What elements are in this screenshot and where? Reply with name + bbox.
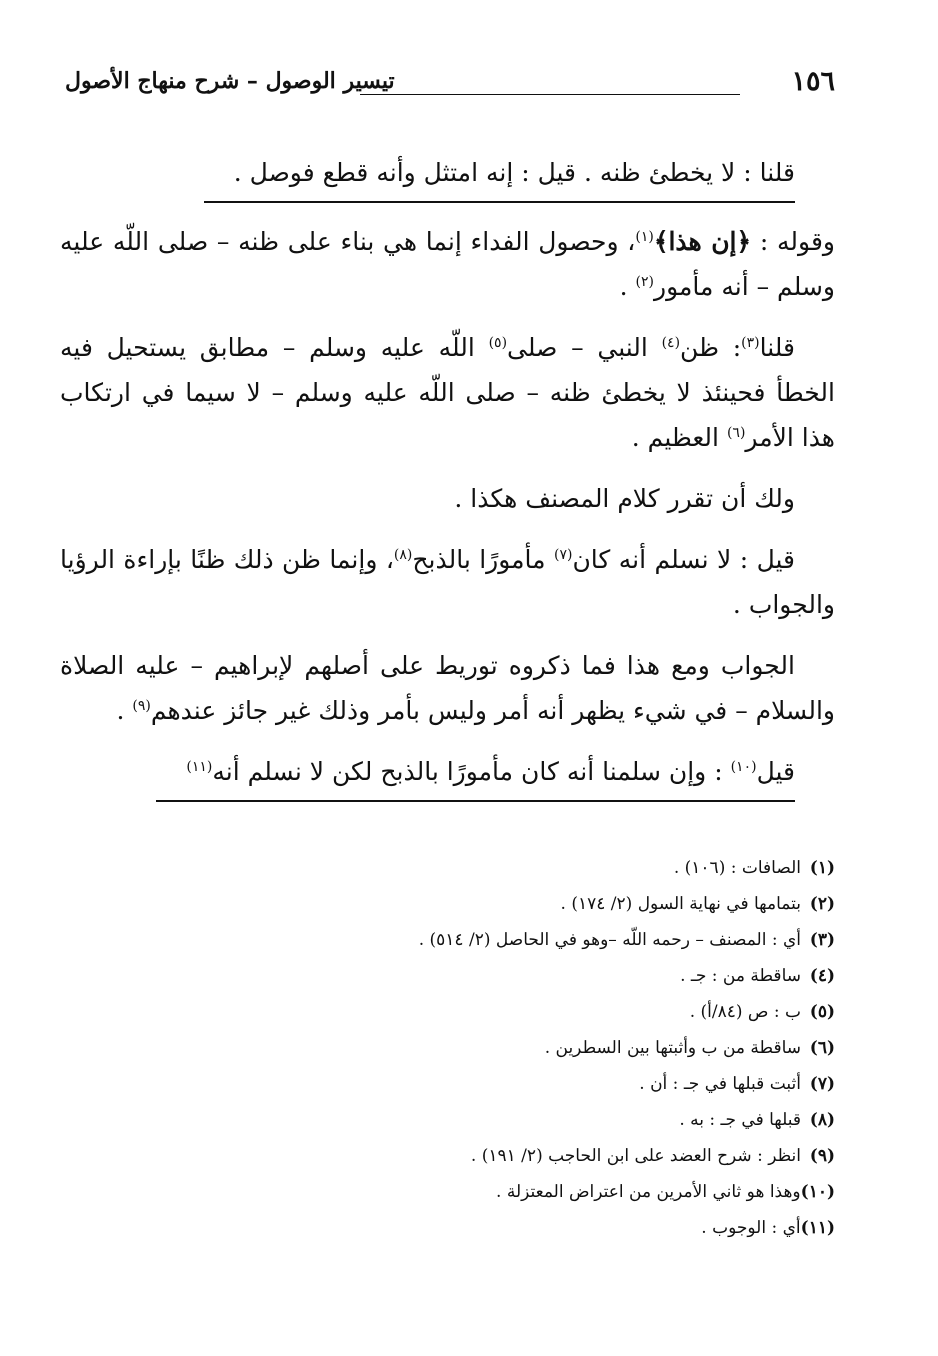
footnote-ref: (٦) [726,425,746,441]
underlined-matn [156,749,795,802]
footnote-text: قبلها في جـ : به . [679,1110,801,1130]
footnote [60,922,835,958]
book-title: تيسير الوصول – شرح منهاج الأصول [65,68,395,94]
header-rule [360,94,740,95]
footnote-ref: (١) [635,229,654,245]
footnote-number: (١) [809,858,835,878]
text-span: ، وإنما ظن ذلك ظنًا بإراءة الرؤيا والجواب . [60,545,835,619]
footnote-ref: (٣) [741,335,760,351]
text-span: قلنا [759,333,795,362]
footnote [60,1102,835,1138]
footnote [60,1066,835,1102]
underlined-matn: قلنا : لا يخطئ ظنه . قيل : إنه امتثل وأنه قطع فوصل . [204,150,795,203]
footnote-text: وهذا هو ثاني الأمرين من اعتراض المعتزلة . [496,1182,801,1202]
footnote-text: ب : ص (٨٤/أ) . [689,1002,801,1022]
footnote-text: أي : المصنف – رحمه اللّه –وهو في الحاصل (٢/ ٥١٤) . [418,930,801,950]
footnote-ref: (١١) [186,759,213,775]
footnote-number: (٧) [809,1074,835,1094]
footnote-number: (٩) [809,1146,835,1166]
text-span: قيل [756,757,795,786]
text-span: : ظن [680,333,742,362]
text-span: اللّه عليه وسلم – مطابق يستحيل فيه الخطأ فحينئذ لا يخطئ ظنه – صلى اللّه عليه وسلم – لا سيما في ارتكاب هذا الأمر [60,333,835,452]
paragraph-3 [60,325,835,460]
footnote [60,994,835,1030]
footnote-ref: (٧) [553,547,573,563]
footnote [60,886,835,922]
paragraph-1 [60,150,835,203]
footnote-number: (٤) [809,966,835,986]
quran-quote: ﴿إن هذا﴾ [653,227,752,256]
footnote-text: الصافات : (١٠٦) . [673,858,801,878]
footnote-text: أثبت قبلها في جـ : أن . [639,1074,801,1094]
footnote-ref: (٢) [635,274,655,290]
paragraph-6 [60,643,835,733]
footnote-number: (٥) [809,1002,835,1022]
footnote-number: (٢) [809,894,835,914]
text-span: ولك أن تقرر كلام المصنف هكذا . [454,484,795,513]
text-span: قيل : لا نسلم أنه كان [572,545,796,574]
footnote-text: انظر : شرح العضد على ابن الحاجب (٢/ ١٩١) . [470,1146,801,1166]
footnote-ref: (١٠) [730,759,757,775]
footnote [60,1174,835,1210]
page-number: ١٥٦ [791,66,835,97]
text-span: ، وحصول الفداء إنما هي بناء على ظنه – صلى اللّه عليه وسلم – أنه مأمور [60,227,835,301]
footnote [60,1030,835,1066]
footnote-ref: (٤) [661,335,681,351]
text-span: وقوله : [751,227,835,256]
footnote [60,1210,835,1246]
text-span: . [116,696,133,725]
footnote-number: (١٠) [800,1182,835,1202]
footnote [60,958,835,994]
footnote-text: بتمامها في نهاية السول (٢/ ١٧٤) . [560,894,801,914]
main-text [60,150,835,818]
footnote-ref: (٨) [393,547,413,563]
paragraph-5 [60,537,835,627]
footnote-text: أي : الوجوب . [701,1218,801,1238]
footnote-text: ساقطة من ب وأثبتها بين السطرين . [544,1038,801,1058]
footnote [60,1138,835,1174]
running-header [60,62,835,102]
footnotes [60,850,835,1246]
footnote [60,850,835,886]
footnote-number: (٦) [809,1038,835,1058]
footnote-number: (٨) [809,1110,835,1130]
book-page [60,50,835,1320]
footnote-ref: (٥) [488,335,508,351]
footnote-ref: (٩) [132,698,151,714]
footnote-number: (١١) [800,1218,835,1238]
text-span: الجواب ومع هذا فما ذكروه توريط على أصلهم لإبراهيم – عليه الصلاة والسلام – في شيء يظهر أنه أمر وليس بأمر وذلك غير جائز عندهم [60,651,835,725]
footnote-number: (٣) [809,930,835,950]
text-span: العظيم . [631,423,727,452]
text-span: النبي – صلى [507,333,662,362]
paragraph-2 [60,219,835,309]
paragraph-7 [60,749,835,802]
footnote-text: ساقطة من : جـ . [680,966,801,986]
text-span: : وإن سلمنا أنه كان مأمورًا بالذبح لكن لا نسلم أنه [212,757,731,786]
text-span: . [619,272,636,301]
text-span: مأمورًا بالذبح [412,545,554,574]
paragraph-4 [60,476,835,521]
